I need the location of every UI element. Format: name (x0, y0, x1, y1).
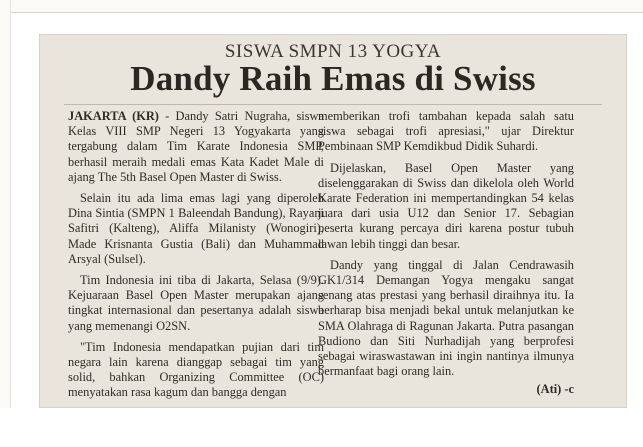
page-left-margin (0, 0, 11, 447)
article-paragraph-text: - Dandy Satri Nugraha, siswa Kelas VIII SMP Negeri 13 Yogyakarta yang tergabung dalam Tim Karate Indonesia SMP, berhasil meraih medali emas Kata Kadet Male di ajang The 5th Basel Open Master di Swiss. (68, 109, 324, 184)
article-column-left (68, 109, 324, 407)
article-column-right (318, 109, 574, 398)
article-paragraph: memberikan trofi tambahan kepada salah satu siswa sebagai trofi apresiasi," ujar Direktur Pembinaan SMP Kemdikbud Didik Suhardi. (318, 109, 574, 154)
article-kicker: SISWA SMPN 13 YOGYA (224, 41, 442, 62)
article-byline: (Ati) -c (536, 382, 574, 397)
article-paragraph: "Tim Indonesia mendapatkan pujian dari tim negara lain karena dianggap sebagai tim yang solid, bahkan Organizing Committee (OC) menyatakan rasa kagum dan bangga dengan (68, 339, 324, 400)
page-top-margin (0, 0, 643, 13)
article-headline: Dandy Raih Emas di Swiss (130, 59, 536, 98)
page-bottom-margin (0, 408, 643, 447)
newspaper-clipping (40, 35, 626, 407)
article-paragraph: Dandy yang tinggal di Jalan Cendrawasih GK1/314 Demangan Yogya mengaku sangat senang atas prestasi yang berhasil diraihnya itu. Ia berharap bisa menjadi bekal untuk melanjutkan ke SMA Olahraga di Ragunan Jakarta. Putra pasangan Budiono dan Siti Nurhadijah yang berprofesi sebagai wiraswastawan ini ingin nantinya ilmunya bermanfaat bagi orang lain. (318, 257, 574, 379)
article-dateline: JAKARTA (KR) (68, 109, 159, 123)
article-paragraph: Selain itu ada lima emas lagi yang diperoleh Dina Sintia (SMPN 1 Baleendah Bandung), Rayani Safitri (Kalteng), Aliffa Milanisty (Wonogiri), Made Krisnanta Gustia (Bali) dan Muhammad Arsyal (Sulsel). (68, 191, 324, 266)
article-paragraph: Tim Indonesia ini tiba di Jakarta, Selasa (9/9). Kejuaraan Basel Open Master merupakan ajang tingkat internasional dan pesertanya adalah siswa yang memenangi O2SN. (68, 273, 324, 333)
headline-divider (64, 104, 602, 105)
article-paragraph: Dijelaskan, Basel Open Master yang diselenggarakan di Swiss dan dikelola oleh World Karate Federation ini mempertandingkan 54 kelas juara dari usia U12 dan Senior 17. Sebagian peserta kurang percaya diri karena postur tubuh lawan lebih tinggi dan besar. (318, 160, 574, 251)
article-paragraph (68, 109, 324, 185)
